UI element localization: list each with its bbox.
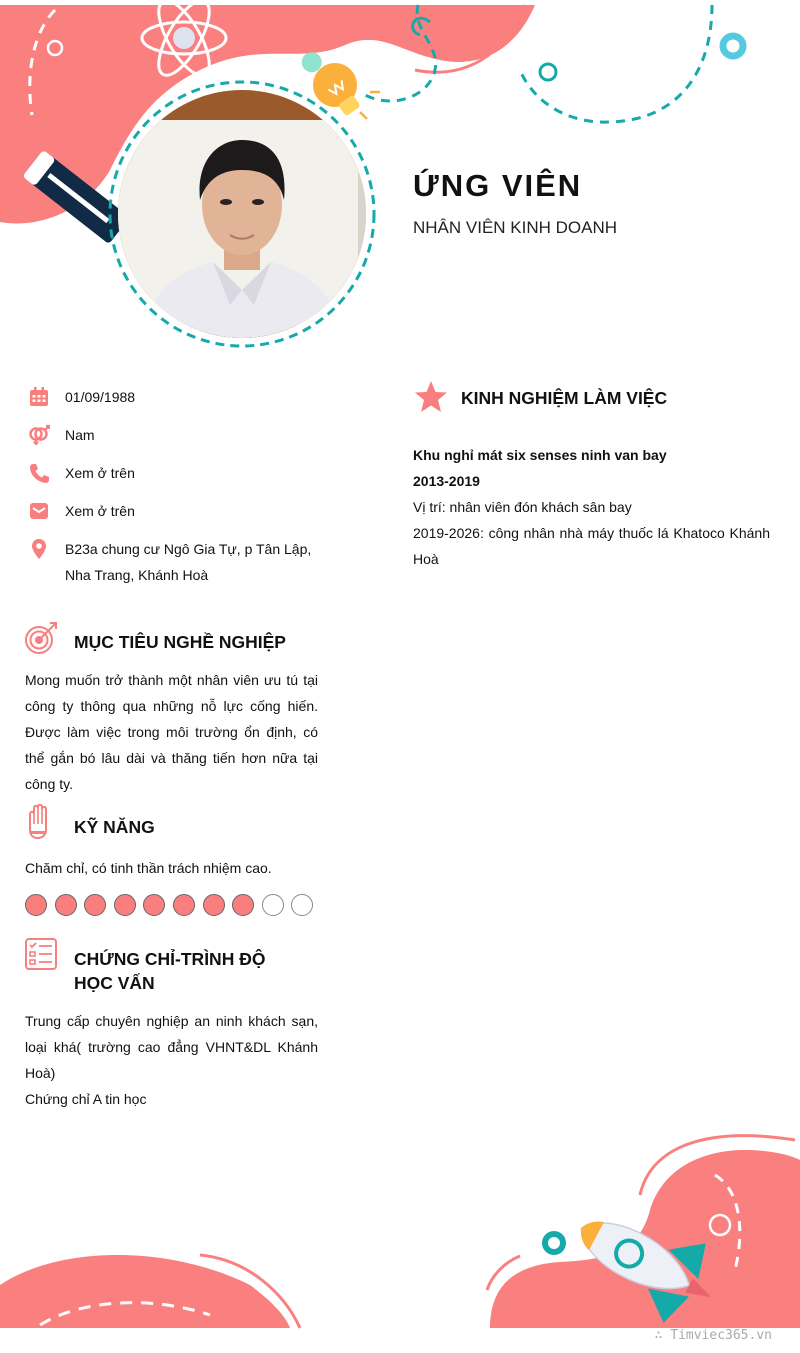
bottom-left-blob [0,1255,290,1328]
candidate-name: ỨNG VIÊN [413,168,583,203]
skill-dot-filled [203,894,225,916]
gender-value: Nam [65,427,95,443]
skills-title: KỸ NĂNG [74,817,155,837]
profile-photo [118,90,366,338]
skill-dot-filled [25,894,47,916]
objective-title: MỤC TIÊU NGHỀ NGHIỆP [74,632,286,652]
profile-photo-frame [108,80,376,348]
calendar-icon [28,386,50,408]
contact-email [28,498,328,524]
hand-icon [24,804,60,840]
footer-brand[interactable]: ∴ Timviec365.vn [654,1328,772,1343]
birthday-value: 01/09/1988 [65,389,136,405]
objective-header [24,620,286,656]
skill-dot-filled [232,894,254,916]
location-icon [28,538,50,560]
contact-birthday [28,384,328,410]
skill-dot-filled [84,894,106,916]
phone-icon [28,462,50,484]
address-value: B23a chung cư Ngô Gia Tự, p Tân Lập, Nha Trang, Khánh Hoà [65,541,312,583]
skill-dot-filled [173,894,195,916]
experience-detail: 2019-2026: công nhân nhà máy thuốc lá Khatoco Khánh Hoà [413,525,770,567]
skill-dot-filled [143,894,165,916]
education-header [24,937,309,995]
education-text [25,1008,318,1112]
skill-dot-filled [55,894,77,916]
experience-company: Khu nghỉ mát six senses ninh van bay [413,447,667,463]
skills-text: Chăm chỉ, có tinh thần trách nhiệm cao. [25,860,272,876]
skills-header [24,804,155,840]
gender-icon [28,424,50,446]
email-icon [28,500,50,522]
skill-rating [25,894,321,916]
education-title: CHỨNG CHỈ-TRÌNH ĐỘ HỌC VẤN [74,949,266,993]
star-icon [413,379,449,415]
skill-dot-filled [114,894,136,916]
experience-title: KINH NGHIỆM LÀM VIỆC [461,388,668,408]
skill-dot-empty [291,894,313,916]
contact-list [28,384,328,600]
education-line-2: Chứng chỉ A tin học [25,1091,147,1107]
experience-position: Vị trí: nhân viên đón khách sân bay [413,499,632,515]
job-title: NHÂN VIÊN KINH DOANH [413,218,618,237]
experience-entry [413,442,770,572]
skill-dot-empty [262,894,284,916]
objective-text: Mong muốn trở thành một nhân viên ưu tú tại công ty thông qua những nỗ lực cống hiến. Được làm việc trong môi trường ổn định, có thể gắn bó lâu dài và thăng tiến hơn nữa tại công ty. [25,672,318,792]
experience-period: 2013-2019 [413,473,480,489]
email-value: Xem ở trên [65,503,135,519]
target-icon [24,620,60,656]
experience-header [413,379,667,415]
contact-gender [28,422,328,448]
education-line-1: Trung cấp chuyên nghiệp an ninh khách sạn, loại khá( trường cao đẳng VHNT&DL Khánh Hoà) [25,1013,318,1081]
contact-address [28,536,328,588]
checklist-icon [24,937,60,973]
small-ring [545,1234,563,1252]
contact-phone [28,460,328,486]
phone-value: Xem ở trên [65,465,135,481]
